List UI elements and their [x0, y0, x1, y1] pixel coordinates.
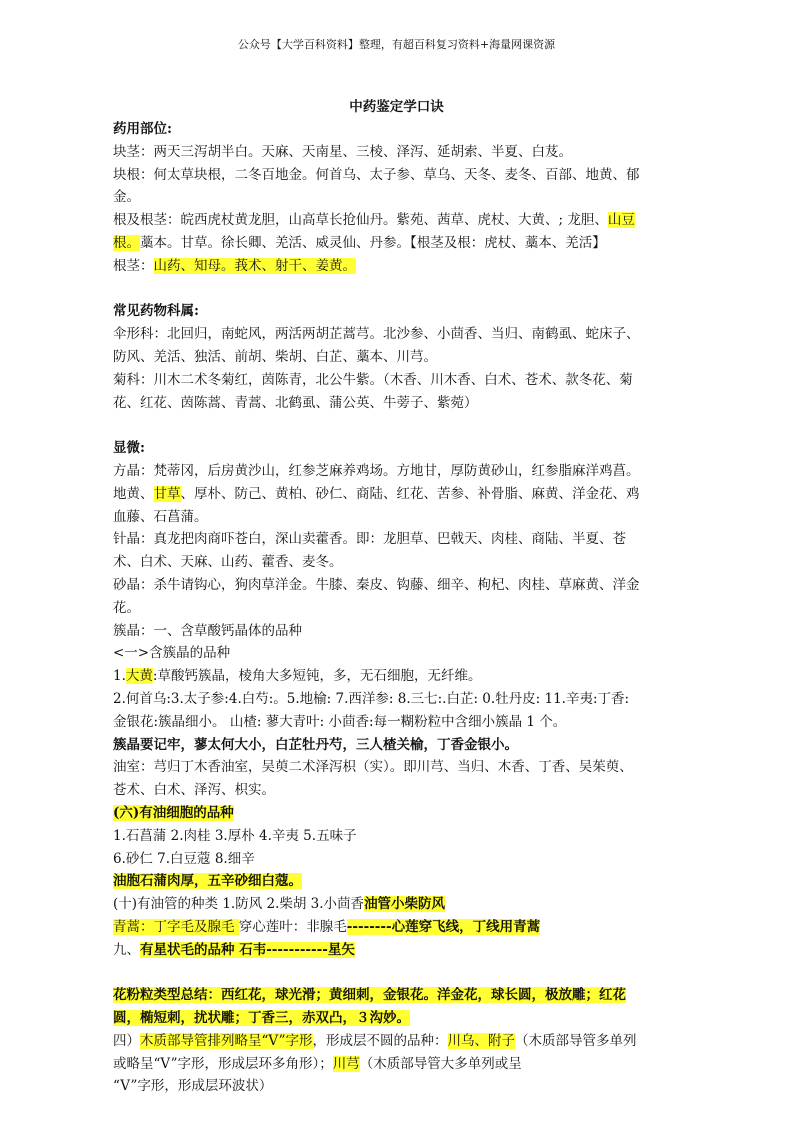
- text-run: 1.: [113, 668, 126, 685]
- highlight-run: 油管小柴防风: [364, 896, 446, 913]
- highlight-run: 木质部导管排列略呈“V”字形: [140, 1032, 313, 1049]
- highlight-run: 青蒿：丁字毛及腺毛: [113, 918, 239, 935]
- highlight-run: (六)有油细胞的品种: [113, 804, 234, 821]
- paragraph-cluster-mnemonic: 簇晶要记牢，蓼太何大小，白芷牡丹芍，三人楂关榆，丁香金银小。: [113, 736, 518, 753]
- text-run: 藁本。甘草。徐长卿、羌活、威灵仙、丹参。【根茎及根：虎杖、藁本、羌活】: [140, 234, 606, 251]
- paragraph-oil-cell-mnemonic: [113, 870, 645, 893]
- paragraph-oil-duct: [113, 893, 645, 916]
- text-run: :草酸钙簇晶，棱角大多短钝，多，无石细胞，无纤维。: [152, 668, 482, 685]
- paragraph-pollen-summary: [113, 984, 645, 1030]
- highlight-run: 大黄: [125, 668, 153, 685]
- paragraph-root-rhizome: [113, 209, 645, 255]
- section-heading-microscopy: 显微:: [113, 440, 145, 457]
- text-run: （木质部导管多单列或略呈“V”字形，形成层环多角形）；: [113, 1032, 637, 1072]
- paragraph-rhizome: [113, 255, 645, 278]
- paragraph-xylem-end: “V”字形，形成层环波状）: [113, 1078, 273, 1095]
- highlight-run: 川芎: [332, 1055, 360, 1072]
- paragraph-cluster-crystal: 簇晶：一、含草酸钙晶体的品种: [113, 622, 302, 639]
- highlight-run: 花粉粒类型总结：西红花，球光滑；黄细刺，金银花。洋金花，球长圆，极放雕；红花圆，椭短刺，扰状雕；丁香三，赤双凸，３沟妙。: [113, 987, 626, 1027]
- text-run: 根及根茎：皖西虎杖黄龙胆，山高草长抢仙丹。紫苑、茜草、虎杖、大黄、; 龙胆、: [113, 212, 608, 229]
- text-run: 地黄、: [113, 485, 154, 502]
- highlight-run: --------心莲穿飞线，丁线用青蒿: [346, 918, 541, 935]
- text-run: 四）: [113, 1032, 140, 1049]
- highlight-run: 油胞石蒲肉厚，五辛砂细白蔻。: [113, 873, 302, 890]
- document-title: 中药鉴定学口诀: [349, 99, 444, 115]
- paragraph-prism-crystal: 方晶：梵蒂冈，后房黄沙山，红参芝麻养鸡场。方地甘，厚防黄砂山，红参脂麻洋鸡菖。: [113, 462, 640, 479]
- text-run: 九、: [113, 941, 140, 958]
- paragraph-hair: [113, 916, 645, 939]
- text-run: 、厚朴、防己、黄柏、砂仁、商陆、红花、苦参、补骨脂、麻黄、洋金花、鸡血藤、石菖蒲。: [113, 485, 640, 525]
- highlight-run: 有星状毛的品种 石韦-----------星矢: [140, 941, 355, 958]
- text-run: ，形成层不圆的品种：: [312, 1032, 448, 1049]
- paragraph-oil-cell-heading: [113, 802, 645, 825]
- highlight-run: 甘草: [153, 485, 181, 502]
- paragraph-tuber: 块茎：两天三泻胡半白。天麻、天南星、三棱、泽泻、延胡索、半夏、白芨。: [113, 143, 572, 160]
- text-run: （木质部导管大多单列或呈: [359, 1055, 522, 1072]
- paragraph-oil-cell-list-1: 1.石菖蒲 2.肉桂 3.厚朴 4.辛夷 5.五味子: [113, 827, 357, 844]
- paragraph-cluster-subheading: <一>含簇晶的品种: [113, 645, 231, 662]
- text-run: 穿心莲叶：非腺毛: [238, 918, 347, 935]
- paragraph-oil-cell-list-2: 6.砂仁 7.白豆蔻 8.细辛: [113, 850, 255, 867]
- highlight-run: 山豆根。: [113, 212, 635, 251]
- paragraph-root-tuber: 块根：何太草块根，二冬百地金。何首乌、太子参、草乌、天冬、麦冬、百部、地黄、郁金。: [113, 166, 640, 206]
- highlight-run: 山药、知母。莪术、射干、姜黄。: [153, 257, 356, 274]
- text-run: 根茎：: [113, 257, 154, 274]
- document-body: [113, 118, 645, 1098]
- paragraph-sand-crystal: 砂晶：杀牛请钩心，狗肉草洋金。牛膝、秦皮、钩藤、细辛、枸杞、肉桂、草麻黄、洋金花。: [113, 576, 640, 616]
- paragraph-rhubarb: [113, 665, 645, 688]
- section-heading-families: 常见药物科属:: [113, 303, 199, 320]
- paragraph-umbelliferae: 伞形科：北回归，南蛇风，两活两胡芷蒿芎。北沙参、小茴香、当归、南鹤虱、蛇床子、防风、羌活、独活、前胡、柴胡、白芷、藁本、川芎。: [113, 326, 640, 365]
- highlight-run: 川乌、附子: [447, 1032, 516, 1049]
- paragraph-compositae: 菊科：川木二术冬菊红，茵陈青，北公牛紫。（木香、川木香、白术、苍术、款冬花、菊花、红花、茵陈蒿、青蒿、北鹤虱、蒲公英、牛蒡子、紫菀）: [113, 371, 633, 411]
- paragraph-needle-crystal: 针晶：真龙把肉商吓苍白，深山卖藿香。即：龙胆草、巴戟天、肉桂、商陆、半夏、苍术、白术、天麻、山药、藿香、麦冬。: [113, 531, 626, 571]
- text-run: (十)有油管的种类 1.防风 2.柴胡 3.小茴香: [113, 896, 365, 913]
- paragraph-prism-list: [113, 483, 645, 529]
- page-header: 公众号【大学百科资料】整理，有超百科复习资料+海量网课资源: [237, 38, 556, 51]
- paragraph-stellate-hair: [113, 939, 645, 962]
- paragraph-cluster-list: 2.何首乌:3.太子参:4.白芍:。5.地榆: 7.西洋参: 8.三七:.白芷: 0.牡丹皮: 11.辛夷:丁香: 金银花:簇晶细小。 山楂: 蓼大青叶: 小茴香:每一糊粉粒中含细小簇晶 1 个。: [113, 690, 630, 730]
- section-heading-parts: 药用部位:: [113, 121, 172, 137]
- paragraph-oil-cavity: 油室：芎归丁木香油室，吴萸二术泽泻枳（实）。即川芎、当归、木香、丁香、吴茱萸、苍术、白术、泽泻、枳实。: [113, 759, 633, 799]
- paragraph-xylem: [113, 1030, 645, 1076]
